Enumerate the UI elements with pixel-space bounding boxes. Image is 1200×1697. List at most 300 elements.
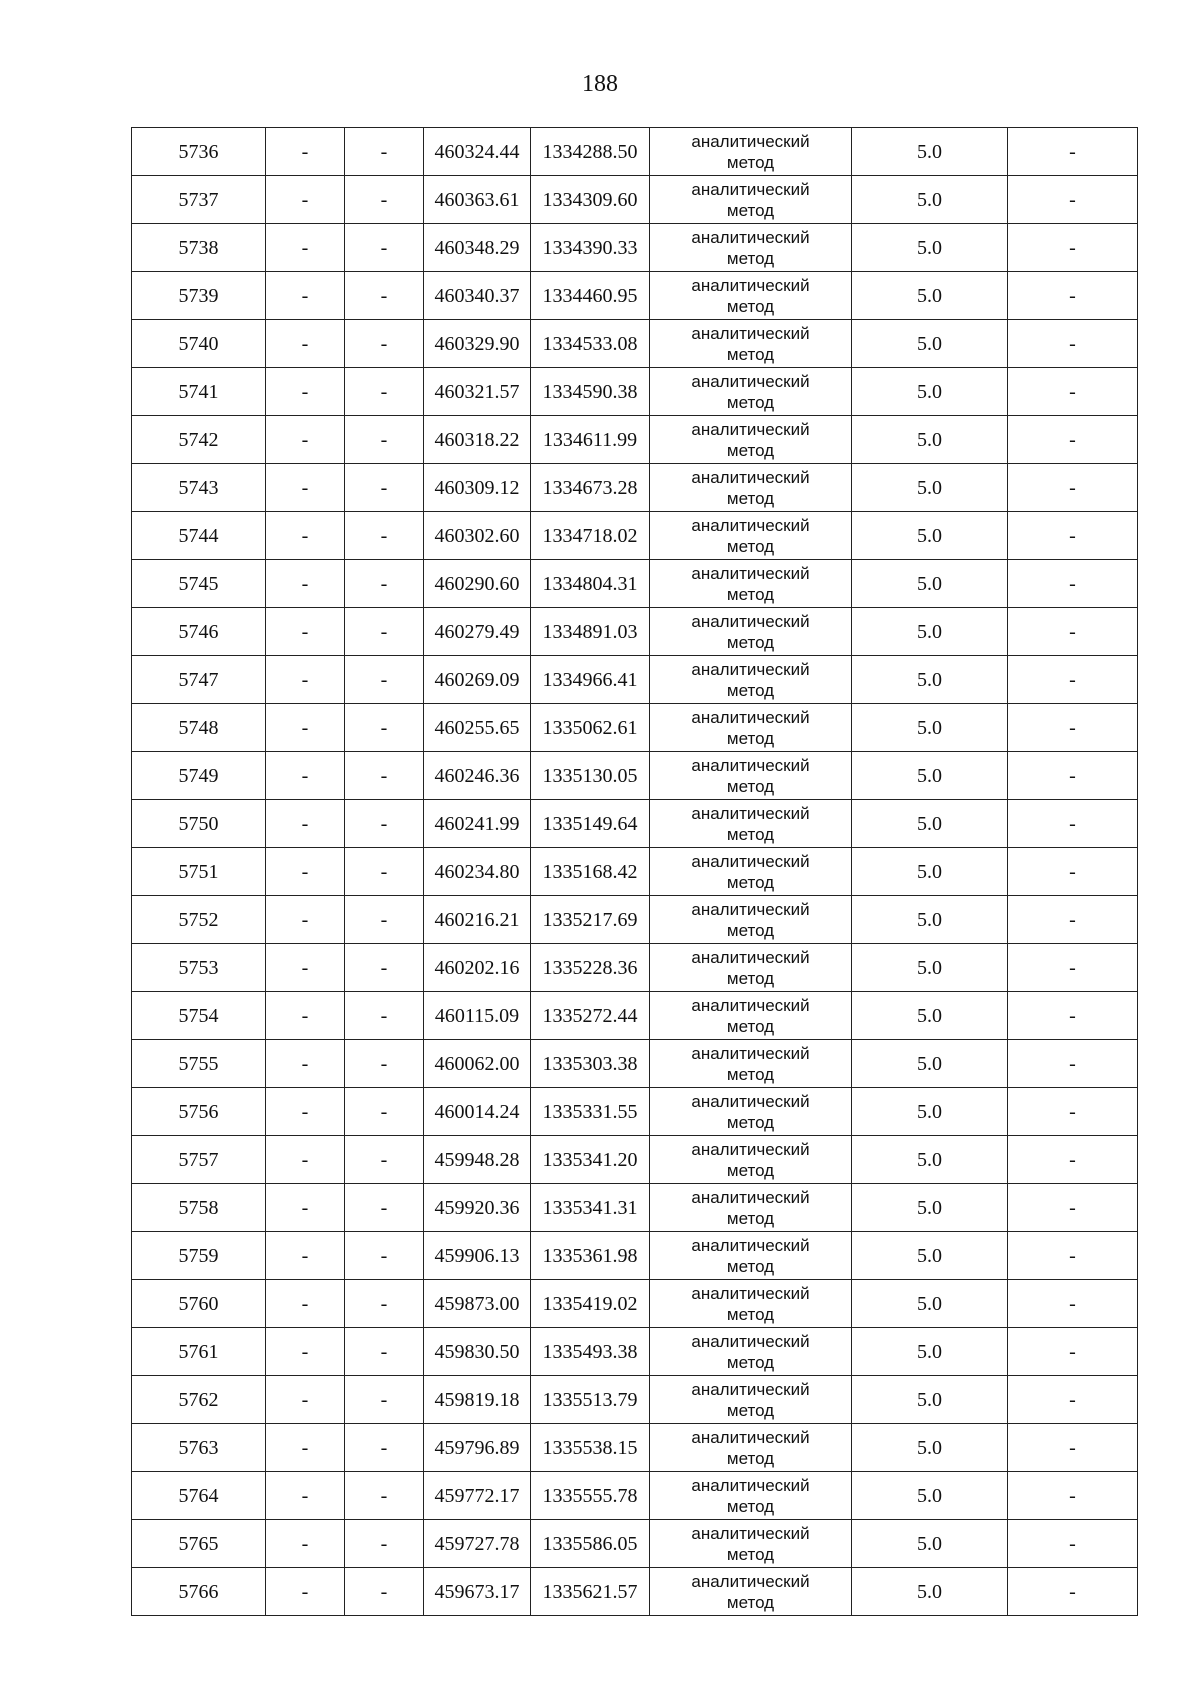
table-row [132,704,1138,752]
cell-col3-dash: - [345,560,424,608]
cell-col8-dash: - [1008,752,1138,800]
cell-point-number: 5759 [132,1232,266,1280]
cell-col2-dash: - [266,224,345,272]
method-text-line: аналитический [691,564,810,583]
cell-col8-dash: - [1008,368,1138,416]
cell-x-coordinate: 460363.61 [424,176,531,224]
cell-point-number: 5758 [132,1184,266,1232]
method-text-line: метод [726,873,775,892]
cell-x-coordinate: 460255.65 [424,704,531,752]
cell-method [650,656,852,704]
method-text-line: метод [726,201,775,220]
method-text-line: метод [726,1257,775,1276]
cell-x-coordinate: 460340.37 [424,272,531,320]
cell-col2-dash: - [266,992,345,1040]
cell-x-coordinate: 460234.80 [424,848,531,896]
table-row [132,656,1138,704]
cell-col8-dash: - [1008,560,1138,608]
cell-precision: 5.0 [852,1520,1008,1568]
cell-y-coordinate: 1335130.05 [531,752,650,800]
method-text-line: аналитический [691,708,810,727]
cell-y-coordinate: 1335493.38 [531,1328,650,1376]
method-text-line: аналитический [691,660,810,679]
table-row [132,1376,1138,1424]
cell-x-coordinate: 460279.49 [424,608,531,656]
cell-col8-dash: - [1008,464,1138,512]
cell-col3-dash: - [345,1520,424,1568]
method-text-line: аналитический [691,1524,810,1543]
cell-col8-dash: - [1008,1040,1138,1088]
cell-col8-dash: - [1008,1424,1138,1472]
cell-col2-dash: - [266,1136,345,1184]
method-text-line: метод [726,1065,775,1084]
cell-method [650,752,852,800]
cell-point-number: 5748 [132,704,266,752]
cell-x-coordinate: 460309.12 [424,464,531,512]
cell-x-coordinate: 459920.36 [424,1184,531,1232]
cell-x-coordinate: 460269.09 [424,656,531,704]
cell-col3-dash: - [345,416,424,464]
cell-method [650,512,852,560]
cell-x-coordinate: 460246.36 [424,752,531,800]
method-text-line: метод [726,1449,775,1468]
cell-point-number: 5738 [132,224,266,272]
cell-col8-dash: - [1008,1472,1138,1520]
cell-method [650,368,852,416]
cell-point-number: 5746 [132,608,266,656]
cell-precision: 5.0 [852,1424,1008,1472]
cell-x-coordinate: 460324.44 [424,128,531,176]
method-text-line: метод [726,1353,775,1372]
cell-precision: 5.0 [852,608,1008,656]
method-text-line: аналитический [691,1140,810,1159]
method-text-line: метод [726,1497,775,1516]
table-row [132,560,1138,608]
cell-method [650,224,852,272]
cell-method [650,1040,852,1088]
table-row [132,1472,1138,1520]
method-text-line: аналитический [691,1380,810,1399]
cell-col2-dash: - [266,368,345,416]
cell-point-number: 5757 [132,1136,266,1184]
cell-col2-dash: - [266,1568,345,1616]
cell-point-number: 5765 [132,1520,266,1568]
cell-col3-dash: - [345,1088,424,1136]
cell-x-coordinate: 460062.00 [424,1040,531,1088]
cell-method [650,848,852,896]
cell-precision: 5.0 [852,896,1008,944]
cell-precision: 5.0 [852,1328,1008,1376]
cell-col3-dash: - [345,1376,424,1424]
cell-y-coordinate: 1334718.02 [531,512,650,560]
cell-col8-dash: - [1008,1280,1138,1328]
cell-method [650,992,852,1040]
method-text-line: метод [726,585,775,604]
cell-point-number: 5764 [132,1472,266,1520]
table-row [132,896,1138,944]
cell-col2-dash: - [266,608,345,656]
table-row [132,1328,1138,1376]
cell-point-number: 5751 [132,848,266,896]
cell-x-coordinate: 460241.99 [424,800,531,848]
table-row [132,1232,1138,1280]
table-row [132,512,1138,560]
cell-method [650,176,852,224]
cell-y-coordinate: 1334590.38 [531,368,650,416]
cell-col2-dash: - [266,1472,345,1520]
cell-col8-dash: - [1008,1376,1138,1424]
cell-y-coordinate: 1335272.44 [531,992,650,1040]
cell-point-number: 5766 [132,1568,266,1616]
cell-precision: 5.0 [852,944,1008,992]
cell-method [650,704,852,752]
cell-col3-dash: - [345,128,424,176]
cell-precision: 5.0 [852,1184,1008,1232]
cell-y-coordinate: 1334673.28 [531,464,650,512]
cell-y-coordinate: 1335419.02 [531,1280,650,1328]
cell-precision: 5.0 [852,1088,1008,1136]
method-text-line: метод [726,921,775,940]
cell-col3-dash: - [345,1280,424,1328]
cell-y-coordinate: 1335149.64 [531,800,650,848]
cell-col2-dash: - [266,1520,345,1568]
cell-col2-dash: - [266,1184,345,1232]
cell-col8-dash: - [1008,1136,1138,1184]
page-number: 188 [582,71,618,97]
cell-col3-dash: - [345,752,424,800]
cell-x-coordinate: 459906.13 [424,1232,531,1280]
cell-x-coordinate: 459830.50 [424,1328,531,1376]
cell-precision: 5.0 [852,656,1008,704]
cell-col3-dash: - [345,704,424,752]
cell-point-number: 5747 [132,656,266,704]
cell-y-coordinate: 1335331.55 [531,1088,650,1136]
cell-y-coordinate: 1334891.03 [531,608,650,656]
cell-col8-dash: - [1008,656,1138,704]
cell-precision: 5.0 [852,464,1008,512]
cell-method [650,272,852,320]
cell-col8-dash: - [1008,1232,1138,1280]
table-row [132,944,1138,992]
cell-method [650,1472,852,1520]
cell-col2-dash: - [266,320,345,368]
table-row [132,176,1138,224]
cell-col8-dash: - [1008,800,1138,848]
table-row [132,1136,1138,1184]
cell-method [650,320,852,368]
cell-precision: 5.0 [852,704,1008,752]
cell-col3-dash: - [345,896,424,944]
table-row [132,752,1138,800]
cell-precision: 5.0 [852,272,1008,320]
method-text-line: аналитический [691,948,810,967]
cell-point-number: 5755 [132,1040,266,1088]
cell-col2-dash: - [266,704,345,752]
cell-point-number: 5737 [132,176,266,224]
table-row [132,992,1138,1040]
cell-method [650,1088,852,1136]
method-text-line: аналитический [691,1044,810,1063]
cell-y-coordinate: 1334804.31 [531,560,650,608]
method-text-line: аналитический [691,852,810,871]
table-row [132,1088,1138,1136]
cell-col8-dash: - [1008,176,1138,224]
cell-col2-dash: - [266,1424,345,1472]
cell-method [650,896,852,944]
method-text-line: аналитический [691,324,810,343]
cell-col2-dash: - [266,512,345,560]
cell-precision: 5.0 [852,176,1008,224]
cell-x-coordinate: 460290.60 [424,560,531,608]
cell-precision: 5.0 [852,512,1008,560]
cell-col3-dash: - [345,1136,424,1184]
cell-method [650,800,852,848]
cell-precision: 5.0 [852,1232,1008,1280]
method-text-line: метод [726,681,775,700]
cell-point-number: 5749 [132,752,266,800]
cell-col8-dash: - [1008,272,1138,320]
cell-method [650,608,852,656]
table-row [132,320,1138,368]
cell-col2-dash: - [266,1328,345,1376]
cell-col3-dash: - [345,1568,424,1616]
method-text-line: аналитический [691,276,810,295]
cell-col8-dash: - [1008,416,1138,464]
cell-method [650,944,852,992]
table-row [132,464,1138,512]
cell-col8-dash: - [1008,1328,1138,1376]
cell-point-number: 5739 [132,272,266,320]
method-text-line: аналитический [691,1476,810,1495]
method-text-line: аналитический [691,1236,810,1255]
cell-col8-dash: - [1008,1184,1138,1232]
cell-col8-dash: - [1008,944,1138,992]
method-text-line: метод [726,633,775,652]
cell-method [650,1280,852,1328]
cell-col3-dash: - [345,1232,424,1280]
table-row [132,272,1138,320]
method-text-line: метод [726,1017,775,1036]
cell-point-number: 5761 [132,1328,266,1376]
cell-precision: 5.0 [852,1472,1008,1520]
cell-method [650,1136,852,1184]
cell-x-coordinate: 459873.00 [424,1280,531,1328]
table-row [132,800,1138,848]
cell-point-number: 5753 [132,944,266,992]
cell-y-coordinate: 1335513.79 [531,1376,650,1424]
method-text-line: метод [726,345,775,364]
cell-point-number: 5741 [132,368,266,416]
cell-y-coordinate: 1334611.99 [531,416,650,464]
method-text-line: аналитический [691,132,810,151]
cell-col3-dash: - [345,944,424,992]
table-row [132,848,1138,896]
cell-method [650,1376,852,1424]
cell-col8-dash: - [1008,608,1138,656]
method-text-line: метод [726,489,775,508]
cell-x-coordinate: 459772.17 [424,1472,531,1520]
table-row [132,1184,1138,1232]
cell-col8-dash: - [1008,848,1138,896]
method-text-line: аналитический [691,228,810,247]
cell-x-coordinate: 459796.89 [424,1424,531,1472]
cell-precision: 5.0 [852,992,1008,1040]
cell-point-number: 5743 [132,464,266,512]
method-text-line: аналитический [691,420,810,439]
cell-col2-dash: - [266,656,345,704]
method-text-line: аналитический [691,180,810,199]
table-row [132,1568,1138,1616]
method-text-line: метод [726,249,775,268]
cell-x-coordinate: 460014.24 [424,1088,531,1136]
cell-precision: 5.0 [852,320,1008,368]
cell-col8-dash: - [1008,1520,1138,1568]
cell-col2-dash: - [266,1280,345,1328]
cell-y-coordinate: 1335062.61 [531,704,650,752]
cell-col3-dash: - [345,608,424,656]
method-text-line: аналитический [691,516,810,535]
cell-point-number: 5756 [132,1088,266,1136]
cell-col3-dash: - [345,848,424,896]
cell-col8-dash: - [1008,512,1138,560]
cell-y-coordinate: 1335341.31 [531,1184,650,1232]
cell-col2-dash: - [266,176,345,224]
cell-col8-dash: - [1008,320,1138,368]
method-text-line: метод [726,537,775,556]
cell-col2-dash: - [266,1040,345,1088]
method-text-line: метод [726,393,775,412]
cell-y-coordinate: 1335217.69 [531,896,650,944]
method-text-line: метод [726,1305,775,1324]
method-text-line: аналитический [691,1188,810,1207]
cell-precision: 5.0 [852,1280,1008,1328]
cell-y-coordinate: 1335586.05 [531,1520,650,1568]
cell-y-coordinate: 1335228.36 [531,944,650,992]
method-text-line: аналитический [691,1572,810,1591]
method-text-line: метод [726,297,775,316]
cell-col2-dash: - [266,464,345,512]
cell-precision: 5.0 [852,224,1008,272]
cell-precision: 5.0 [852,1040,1008,1088]
table-row [132,1280,1138,1328]
cell-method [650,1568,852,1616]
cell-point-number: 5744 [132,512,266,560]
cell-y-coordinate: 1335555.78 [531,1472,650,1520]
cell-col3-dash: - [345,992,424,1040]
method-text-line: метод [726,1545,775,1564]
cell-col3-dash: - [345,176,424,224]
cell-x-coordinate: 460302.60 [424,512,531,560]
method-text-line: метод [726,1401,775,1420]
cell-method [650,1520,852,1568]
method-text-line: аналитический [691,612,810,631]
cell-col8-dash: - [1008,704,1138,752]
table-row [132,224,1138,272]
coordinates-table [131,127,1138,1616]
cell-x-coordinate: 460348.29 [424,224,531,272]
cell-method [650,560,852,608]
cell-col2-dash: - [266,848,345,896]
cell-col8-dash: - [1008,224,1138,272]
cell-x-coordinate: 459819.18 [424,1376,531,1424]
cell-y-coordinate: 1334390.33 [531,224,650,272]
cell-point-number: 5742 [132,416,266,464]
cell-col2-dash: - [266,800,345,848]
cell-point-number: 5750 [132,800,266,848]
method-text-line: аналитический [691,468,810,487]
cell-method [650,1328,852,1376]
cell-point-number: 5736 [132,128,266,176]
cell-y-coordinate: 1334309.60 [531,176,650,224]
cell-method [650,416,852,464]
cell-method [650,1424,852,1472]
cell-precision: 5.0 [852,368,1008,416]
table-body [132,128,1138,1616]
method-text-line: метод [726,825,775,844]
table-row [132,1040,1138,1088]
cell-precision: 5.0 [852,416,1008,464]
method-text-line: метод [726,969,775,988]
cell-col3-dash: - [345,656,424,704]
cell-x-coordinate: 460318.22 [424,416,531,464]
cell-col3-dash: - [345,800,424,848]
cell-x-coordinate: 460329.90 [424,320,531,368]
cell-col2-dash: - [266,1232,345,1280]
cell-x-coordinate: 460202.16 [424,944,531,992]
cell-method [650,1232,852,1280]
cell-col3-dash: - [345,1424,424,1472]
cell-point-number: 5760 [132,1280,266,1328]
cell-col2-dash: - [266,560,345,608]
cell-col3-dash: - [345,1328,424,1376]
cell-col3-dash: - [345,320,424,368]
cell-precision: 5.0 [852,1136,1008,1184]
cell-method [650,128,852,176]
method-text-line: аналитический [691,996,810,1015]
cell-col3-dash: - [345,1040,424,1088]
cell-y-coordinate: 1335168.42 [531,848,650,896]
cell-x-coordinate: 460115.09 [424,992,531,1040]
cell-precision: 5.0 [852,752,1008,800]
cell-y-coordinate: 1334460.95 [531,272,650,320]
cell-col3-dash: - [345,224,424,272]
table-row [132,416,1138,464]
cell-point-number: 5762 [132,1376,266,1424]
table-row [132,1520,1138,1568]
cell-y-coordinate: 1335361.98 [531,1232,650,1280]
method-text-line: метод [726,441,775,460]
cell-precision: 5.0 [852,1568,1008,1616]
cell-point-number: 5745 [132,560,266,608]
cell-point-number: 5754 [132,992,266,1040]
table-row [132,368,1138,416]
cell-y-coordinate: 1334533.08 [531,320,650,368]
cell-col3-dash: - [345,272,424,320]
cell-y-coordinate: 1335341.20 [531,1136,650,1184]
cell-point-number: 5763 [132,1424,266,1472]
cell-col3-dash: - [345,464,424,512]
cell-col3-dash: - [345,512,424,560]
method-text-line: аналитический [691,900,810,919]
cell-x-coordinate: 459673.17 [424,1568,531,1616]
cell-col2-dash: - [266,944,345,992]
cell-x-coordinate: 459727.78 [424,1520,531,1568]
cell-method [650,464,852,512]
cell-col3-dash: - [345,1472,424,1520]
table-row [132,608,1138,656]
cell-precision: 5.0 [852,848,1008,896]
method-text-line: аналитический [691,804,810,823]
